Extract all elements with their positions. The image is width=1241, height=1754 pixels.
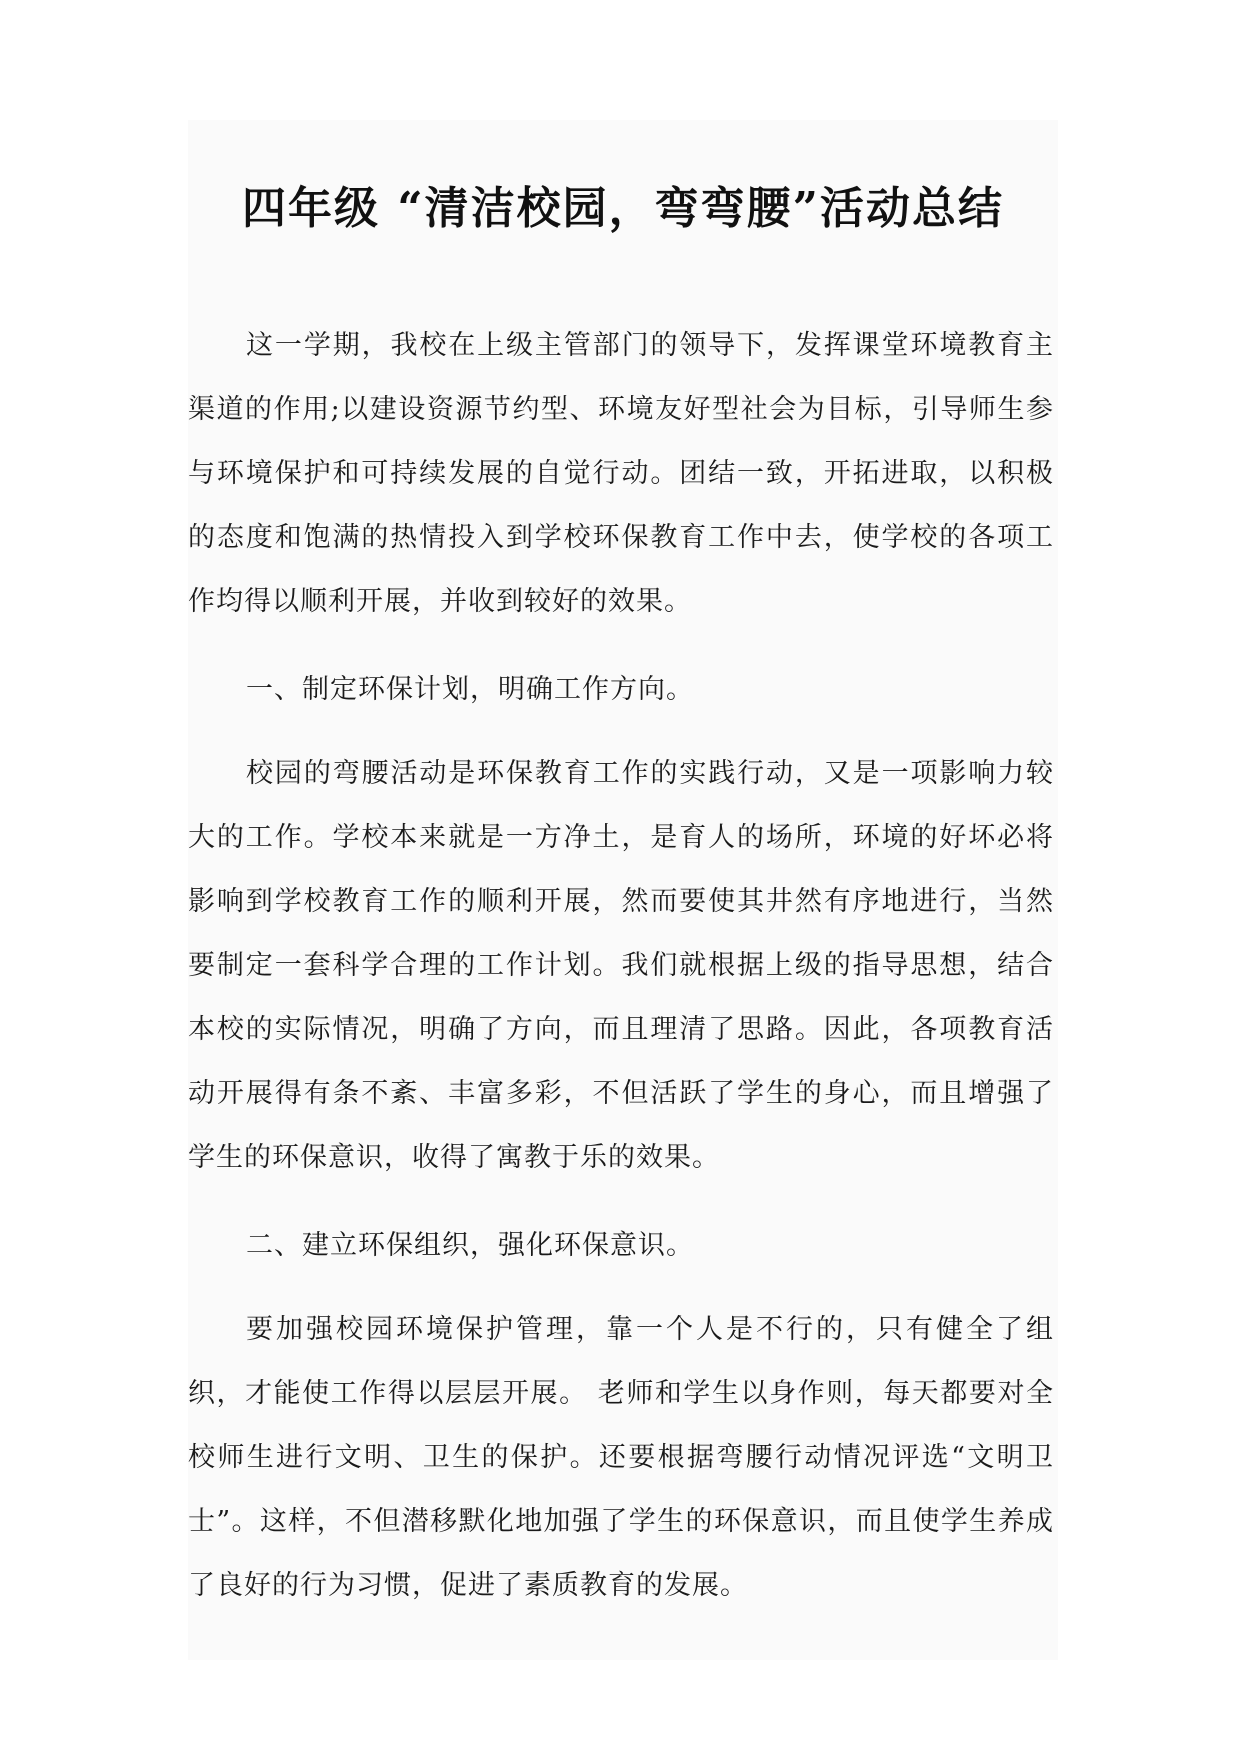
document-body (188, 314, 1054, 1642)
document-title: 四年级 “清洁校园，弯弯腰”活动总结 (242, 183, 1004, 235)
paragraph-section-1: 校园的弯腰活动是环保教育工作的实践行动，又是一项影响力较大的工作。学校本来就是一方净土，是育人的场所，环境的好坏必将影响到学校教育工作的顺利开展，然而要使其井然有序地进行，当然要制定一套科学合理的工作计划。我们就根据上级的指导思想，结合本校的实际情况，明确了方向，而且理清了思路。因此，各项教育活动开展得有条不紊、丰富多彩，不但活跃了学生的身心，而且增强了学生的环保意识，收得了寓教于乐的效果。 (188, 758, 1054, 1173)
paragraph-intro: 这一学期，我校在上级主管部门的领导下，发挥课堂环境教育主渠道的作用;以建设资源节约型、环境友好型社会为目标，引导师生参与环境保护和可持续发展的自觉行动。团结一致，开拓进取，以积极的态度和饱满的热情投入到学校环保教育工作中去，使学校的各项工作均得以顺利开展，并收到较好的效果。 (188, 330, 1054, 617)
section-heading-2: 二、建立环保组织，强化环保意识。 (246, 1230, 695, 1261)
paragraph-section-2: 要加强校园环境保护管理，靠一个人是不行的，只有健全了组织，才能使工作得以层层开展。 老师和学生以身作则，每天都要对全校师生进行文明、卫生的保护。还要根据弯腰行动情况评选“文明卫士”。这样，不但潜移默化地加强了学生的环保意识，而且使学生养成了良好的行为习惯，促进了素质教育的发展。 (188, 1314, 1054, 1601)
section-heading-1: 一、制定环保计划，明确工作方向。 (246, 674, 695, 705)
